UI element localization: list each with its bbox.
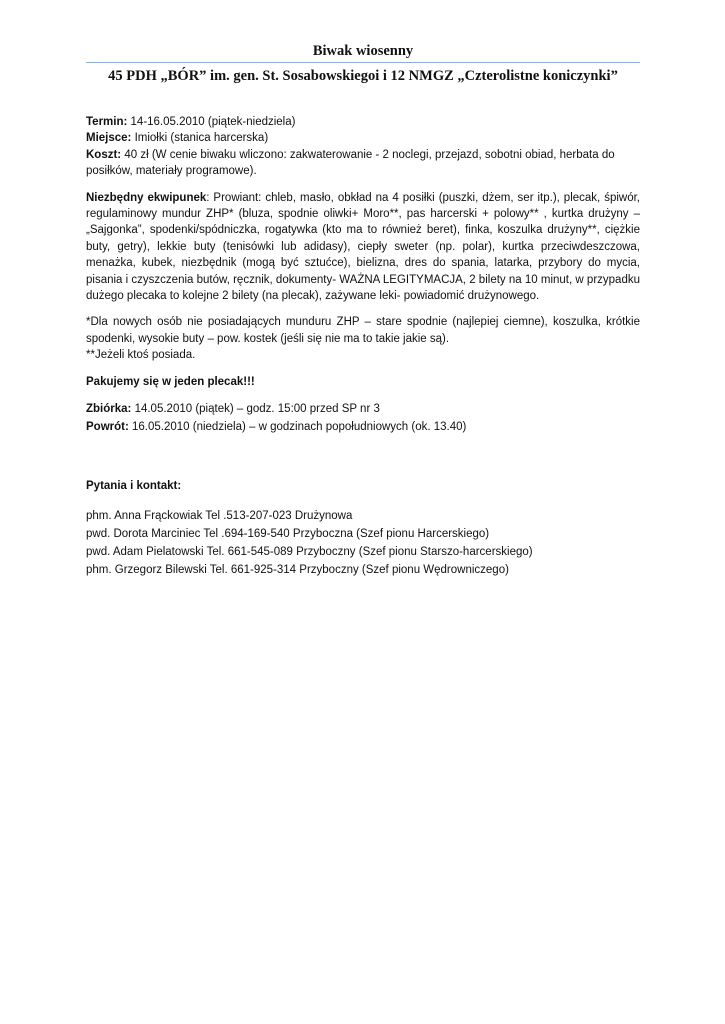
spacer xyxy=(86,304,640,314)
zbiorka-line xyxy=(86,400,640,418)
termin-label: Termin: xyxy=(86,116,128,128)
document-body xyxy=(86,114,640,579)
spacer xyxy=(86,180,640,190)
spacer xyxy=(86,495,640,507)
koszt-value: 40 zł (W cenie biwaku wliczono: zakwaterowanie - 2 noclegi, przejazd, sobotni obiad, herbata do posiłków, materiały programowe). xyxy=(86,148,615,178)
pack-notice: Pakujemy się w jeden plecak!!! xyxy=(86,375,255,388)
powrot-label: Powrót: xyxy=(86,421,129,434)
termin-line xyxy=(86,114,640,130)
spacer xyxy=(86,390,640,400)
contact-item: phm. Grzegorz Bilewski Tel. 661-925-314 Przyboczny (Szef pionu Wędrowniczego) xyxy=(86,564,509,577)
contacts-heading: Pytania i kontakt: xyxy=(86,479,182,492)
equipment-paragraph xyxy=(86,190,640,305)
zbiorka-value: 14.05.2010 (piątek) – godz. 15:00 przed SP nr 3 xyxy=(131,403,380,416)
title-divider xyxy=(86,62,640,63)
document-title: Biwak wiosenny xyxy=(312,43,414,59)
koszt-label: Koszt: xyxy=(86,148,122,161)
zbiorka-label: Zbiórka: xyxy=(86,403,132,416)
powrot-value: 16.05.2010 (niedziela) – w godzinach popołudniowych (ok. 13.40) xyxy=(128,421,467,434)
spacer xyxy=(86,364,640,374)
contact-item: pwd. Dorota Marciniec Tel .694-169-540 Przyboczna (Szef pionu Harcerskiego) xyxy=(86,527,490,540)
equipment-text: : Prowiant: chleb, masło, obkład na 4 posiłki (puszki, dżem, ser itp.), plecak, śpiwór, regulaminowy mundur ZHP* (bluza, spodnie oliwki+ Moro**, pas harcerski + polowy** , kurtka drużyny – „Sajgonka”, spodenki/spódniczka, rogatywka (kto ma to również beret), finka, koszulka drużyny**, ciężkie buty, getry), lekkie buty (tenisówki lub adidasy), ciepły sweter (np. polar), kurtka przeciwdeszczowa, menażka, kubek, niezbędnik (mogą być sztućce), bielizna, dres do spania, latarka, przybory do mycia, pisania i czyszczenia butów, ręcznik, dokumenty- WAŻNA LEGITYMACJA, 2 bilety na 10 minut, w przypadku dużego plecaka to kolejne 2 bilety (na plecak), zażywane leki- powiadomić drużynowego. xyxy=(86,191,640,303)
contact-item: phm. Anna Frąckowiak Tel .513-207-023 Drużynowa xyxy=(86,509,353,522)
note-optional: **Jeżeli ktoś posiada. xyxy=(86,349,196,362)
powrot-line xyxy=(86,418,640,436)
miejsce-line xyxy=(86,130,640,146)
spacer xyxy=(86,437,640,477)
contact-item: pwd. Adam Pielatowski Tel. 661-545-089 Przyboczny (Szef pionu Starszo-harcerskiego) xyxy=(86,545,533,558)
miejsce-value: Imiołki (stanica harcerska) xyxy=(131,132,269,145)
koszt-line xyxy=(86,147,640,180)
note-uniform: *Dla nowych osób nie posiadających munduru ZHP – stare spodnie (najlepiej ciemne), koszulka, krótkie spodenki, wysokie buty – pow. kostek (jeśli się nie ma to takie jakie są). xyxy=(86,316,640,345)
equipment-label: Niezbędny ekwipunek xyxy=(86,191,207,204)
miejsce-label: Miejsce: xyxy=(86,132,132,145)
document-header xyxy=(86,42,640,85)
termin-value: 14-16.05.2010 (piątek-niedziela) xyxy=(127,116,296,128)
document-subtitle: 45 PDH „BÓR” im. gen. St. Sosabowskiegoi i 12 NMGZ „Czterolistne koniczynki” xyxy=(108,68,618,84)
